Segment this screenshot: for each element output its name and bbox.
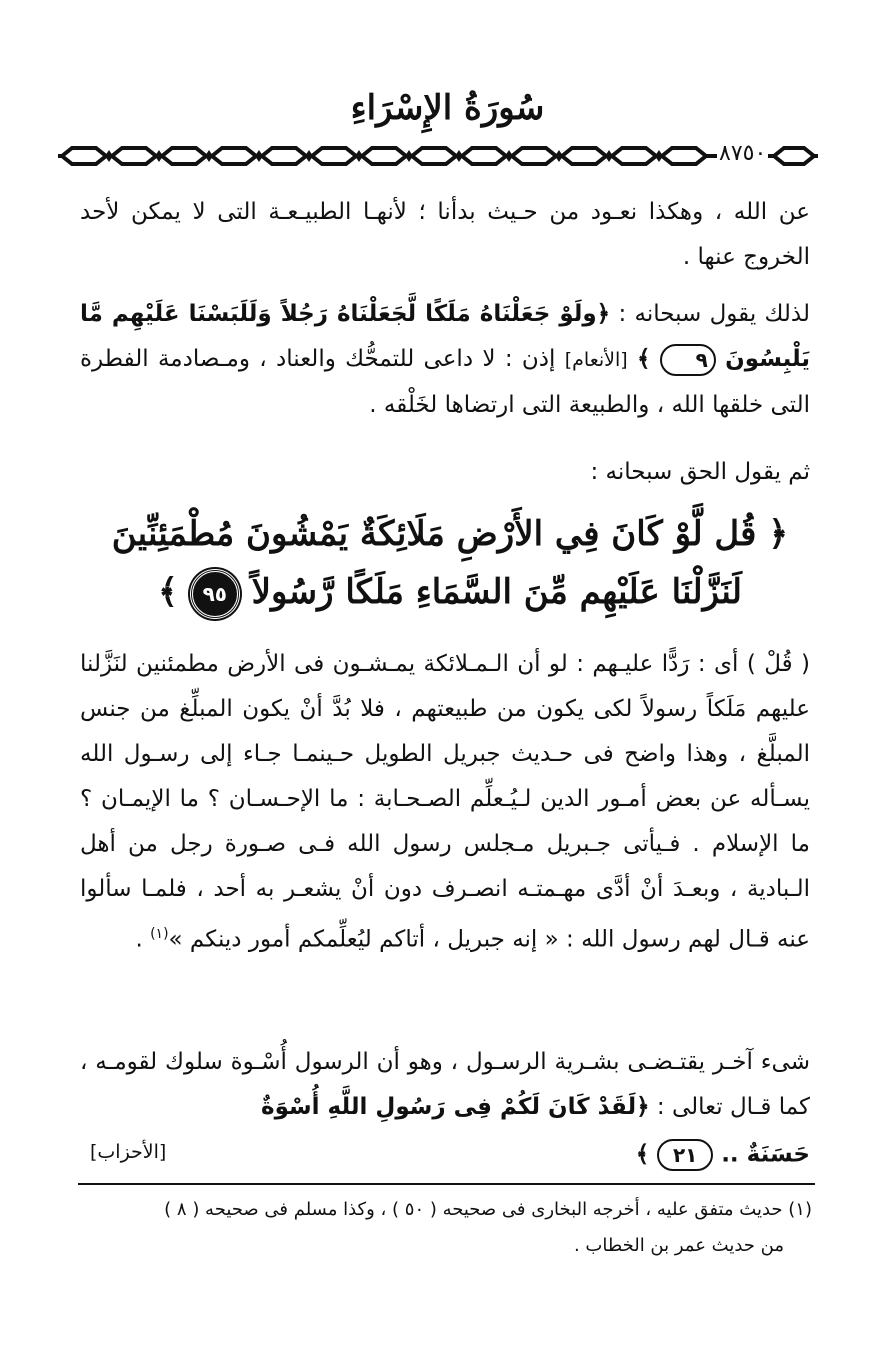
footnote-divider — [78, 1183, 815, 1185]
surah-title: سُورَةُ الإِسْرَاءِ — [350, 88, 545, 128]
paragraph-1: عن الله ، وهكذا نعـود من حـيث بدأنا ؛ لأنهـا الطبيـعـة التى لا يمكن لأحد الخروج عنها . — [80, 199, 810, 270]
footnote-reference: (١) — [150, 926, 169, 942]
paragraph-2-rest: إذن : لا داعى للتمحُّك والعناد ، ومـصادمة الفطرة التى خلقها الله ، والطبيعة التى ارتضاها لخَلْقه . — [80, 346, 810, 418]
ornament-chain-icon — [58, 140, 818, 172]
quran-verse — [110, 505, 790, 621]
paragraph-5-last-line: حَسَنَةٌ .. ٢١ ﴾ [الأحزاب] — [80, 1139, 810, 1179]
footnote — [90, 1192, 812, 1264]
footnote-line-2: من حديث عمر بن الخطاب . — [573, 1235, 784, 1256]
surah-reference: [الأنعام] — [564, 349, 628, 371]
verse-number-badge: ٩ — [660, 344, 716, 376]
quran-verse-line-2: لَنَزَّلْنَا عَلَيْهِم مِّنَ السَّمَاءِ مَلَكًا رَّسُولاً ٩٥ ﴾ — [110, 563, 790, 621]
quran-quote-ahzab: ﴿لَقَدْ كَانَ لَكُمْ فِى رَسُولِ اللَّهِ أُسْوَةٌ — [261, 1094, 650, 1120]
quran-quote-anam: ﴿ولَوْ جَعَلْنَاهُ مَلَكًا لَّجَعَلْنَاهُ رَجُلاً وَلَلَبَسْنَا عَلَيْهِم مَّا يَلْبِسُونَ — [80, 301, 811, 372]
paragraph-3: ثم يقول الحق سبحانه : — [590, 459, 810, 485]
surah-reference: [الأحزاب] — [90, 1141, 167, 1163]
paragraph-5: شىء آخـر يقتـضـى بشـرية الرسـول ، وهو أن الرسول أُسْـوة سلوك لقومـه ، كما قـال تعالى : ﴿لَقَدْ كَانَ لَكُمْ فِى رَسُولِ اللَّهِ أُسْوَةٌ — [80, 1049, 810, 1120]
paragraph-2-intro: لذلك يقول سبحانه : — [618, 301, 810, 327]
quran-verse-line-1: ﴿ قُل لَّوْ كَانَ فِي الأَرْضِ مَلَائِكَةٌ يَمْشُونَ مُطْمَئِنِّينَ — [111, 514, 789, 554]
paragraph-4: ( قُلْ ) أى : رَدًّا عليـهم : لو أن الـمـلائكة يمـشـون فى الأرض مطمئنين لنَزَّلنا عليهم مَلَكاً رسولاً لكى يكون من طبيعتهم ، فلا بُدَّ أنْ يكون المبلِّغ من جنس المبلَّغ ، وهذا واضح فى حـديث جبريل الطويل حـينمـا جـاء إلى رسـول الله يسـأله عن بعض أمـور الدين لـيُـعلِّم الصـحـابة : ما الإحـسـان ؟ ما الإيمـان ؟ ما الإسلام . فـيأتى جـبريل مـجلس رسول الله فـى صـورة رجل من أهل الـبادية ، وبعـدَ أنْ أدَّى مهـمتـه انصـرف دون أنْ يشعـر به أحد ، فلمـا سألوا عنه قـال لهم رسول الله : « إنه جبريل ، أتاكم ليُعلِّمكم أمور دينكم »$^{(١)}$ . — [80, 651, 810, 953]
header-ornament — [58, 140, 818, 172]
paragraph-2: لذلك يقول سبحانه : ﴿ولَوْ جَعَلْنَاهُ مَلَكًا لَّجَعَلْنَاهُ رَجُلاً وَلَلَبَسْنَا عَلَيْهِم مَّا يَلْبِسُونَ ٩ ﴾ [الأنعام] إذن : لا داعى للتمحُّك والعناد ، ومـصادمة الفطرة التى خلقها الله ، والطبيعة التى ارتضاها لخَلْقه . — [80, 301, 811, 418]
footnote-line-1: (١) حديث متفق عليه ، أخرجه البخارى فى صحيحه ( ٥٠ ) ، وكذا مسلم فى صحيحه ( ٨ ) — [164, 1199, 812, 1220]
page-number: ٨٧٥٠ — [719, 141, 767, 166]
verse-number-medallion: ٩٥ — [190, 569, 240, 619]
verse-number-badge: ٢١ — [657, 1139, 713, 1171]
